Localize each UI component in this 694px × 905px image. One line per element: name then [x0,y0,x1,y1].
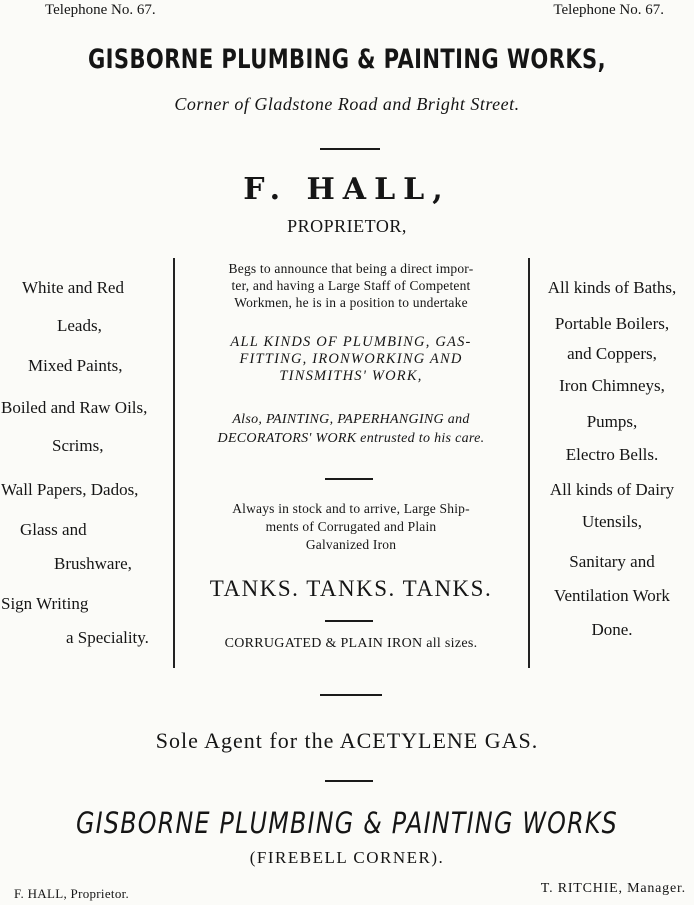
divider-rule [320,148,380,150]
divider-rule [320,694,382,696]
right-item: Electro Bells. [565,445,659,464]
right-item: and Coppers, [567,344,657,363]
right-item: Ventilation Work [554,586,670,605]
left-item: Boiled and Raw Oils, [1,398,148,417]
column-divider-left [173,258,175,668]
stock-line: Always in stock and to arrive, Large Ship- [232,501,470,516]
address: Corner of Gladstone Road and Bright Street. [174,94,520,114]
right-item: Sanitary and [569,552,655,571]
intro-line: Workmen, he is in a position to undertake [234,295,468,310]
painting-line: Also, PAINTING, PAPERHANGING and [232,412,470,427]
proprietor-name: F. HALL, [243,172,451,207]
plumbing-services [176,334,526,385]
right-item: Pumps, [586,412,638,431]
proprietor-title: PROPRIETOR, [287,216,407,236]
telephone-left: Telephone No. 67. [45,2,156,18]
divider-rule [325,620,373,622]
left-item: Brushware, [54,554,132,573]
right-item: All kinds of Baths, [547,278,677,297]
footer-location: (FIREBELL CORNER). [249,848,445,867]
plumbing-line: ALL KINDS OF PLUMBING, GAS- [230,334,472,350]
sole-agent-notice: Sole Agent for the ACETYLENE GAS. [155,728,539,753]
left-item: Leads, [57,316,102,335]
stock-line: Galvanized Iron [305,537,397,552]
divider-rule [325,478,373,480]
stock-notice [176,500,526,554]
painting-services [176,410,526,448]
painting-line: DECORATORS' WORK entrusted to his care. [217,431,485,446]
divider-rule [325,780,373,782]
right-item: Iron Chimneys, [559,376,665,395]
left-item: Glass and [20,520,87,539]
stock-line: ments of Corrugated and Plain [265,519,437,534]
right-item: Done. [591,620,633,639]
left-item: Sign Writing [1,594,89,613]
right-item: Portable Boilers, [554,314,670,333]
plumbing-line: TINSMITHS' WORK, [279,368,423,384]
left-item: Mixed Paints, [28,356,123,375]
left-item: Wall Papers, Dados, [1,480,139,499]
plumbing-line: FITTING, IRONWORKING AND [239,351,463,367]
left-item: White and Red [22,278,124,297]
intro-line: ter, and having a Large Staff of Competent [231,278,471,293]
footer-manager: T. RITCHIE, Manager. [540,881,686,896]
tanks-heading: TANKS. TANKS. TANKS. [209,576,493,601]
intro-line: Begs to announce that being a direct impor- [228,261,474,276]
intro-text [176,260,526,311]
footer-title: GISBORNE PLUMBING & PAINTING WORKS [76,806,618,840]
footer-proprietor: F. HALL, Proprietor. [14,886,130,901]
left-item: Scrims, [52,436,104,455]
right-item: All kinds of Dairy [549,480,675,499]
telephone-right: Telephone No. 67. [553,2,664,18]
corrugated-iron-note: CORRUGATED & PLAIN IRON all sizes. [224,636,478,651]
left-item: a Speciality. [66,628,149,647]
page-title: GISBORNE PLUMBING & PAINTING WORKS, [88,44,606,75]
right-item: Utensils, [582,512,642,531]
